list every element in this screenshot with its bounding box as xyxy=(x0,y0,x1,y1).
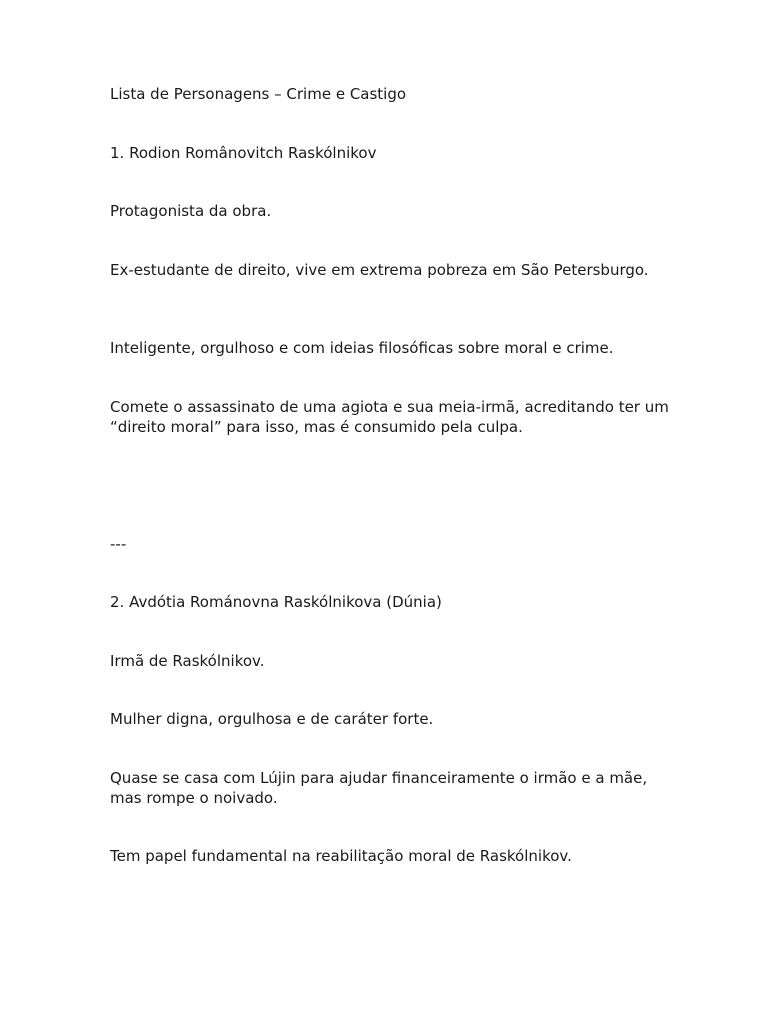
section-2-paragraph-2: Mulher digna, orgulhosa e de caráter forte. xyxy=(110,710,434,728)
document-title: Lista de Personagens – Crime e Castigo xyxy=(110,85,407,103)
section-2-heading: 2. Avdótia Románovna Raskólnikova (Dúnia) xyxy=(110,593,442,611)
section-1-paragraph-1: Protagonista da obra. xyxy=(110,202,272,220)
section-separator: --- xyxy=(110,535,127,553)
section-2-paragraph-4: Tem papel fundamental na reabilitação moral de Raskólnikov. xyxy=(110,847,572,865)
section-1-paragraph-2: Ex-estudante de direito, vive em extrema pobreza em São Petersburgo. xyxy=(110,261,649,279)
section-2-paragraph-1: Irmã de Raskólnikov. xyxy=(110,652,265,670)
section-1-paragraph-3: Inteligente, orgulhoso e com ideias filosóficas sobre moral e crime. xyxy=(110,339,614,357)
section-2-paragraph-3: Quase se casa com Lújin para ajudar financeiramente o irmão e a mãe, mas rompe o noivado. xyxy=(110,769,648,807)
section-1-heading: 1. Rodion Românovitch Raskólnikov xyxy=(110,144,377,162)
section-1-paragraph-4: Comete o assassinato de uma agiota e sua meia-irmã, acreditando ter um “direito moral” para isso, mas é consumido pela culpa. xyxy=(110,398,669,436)
